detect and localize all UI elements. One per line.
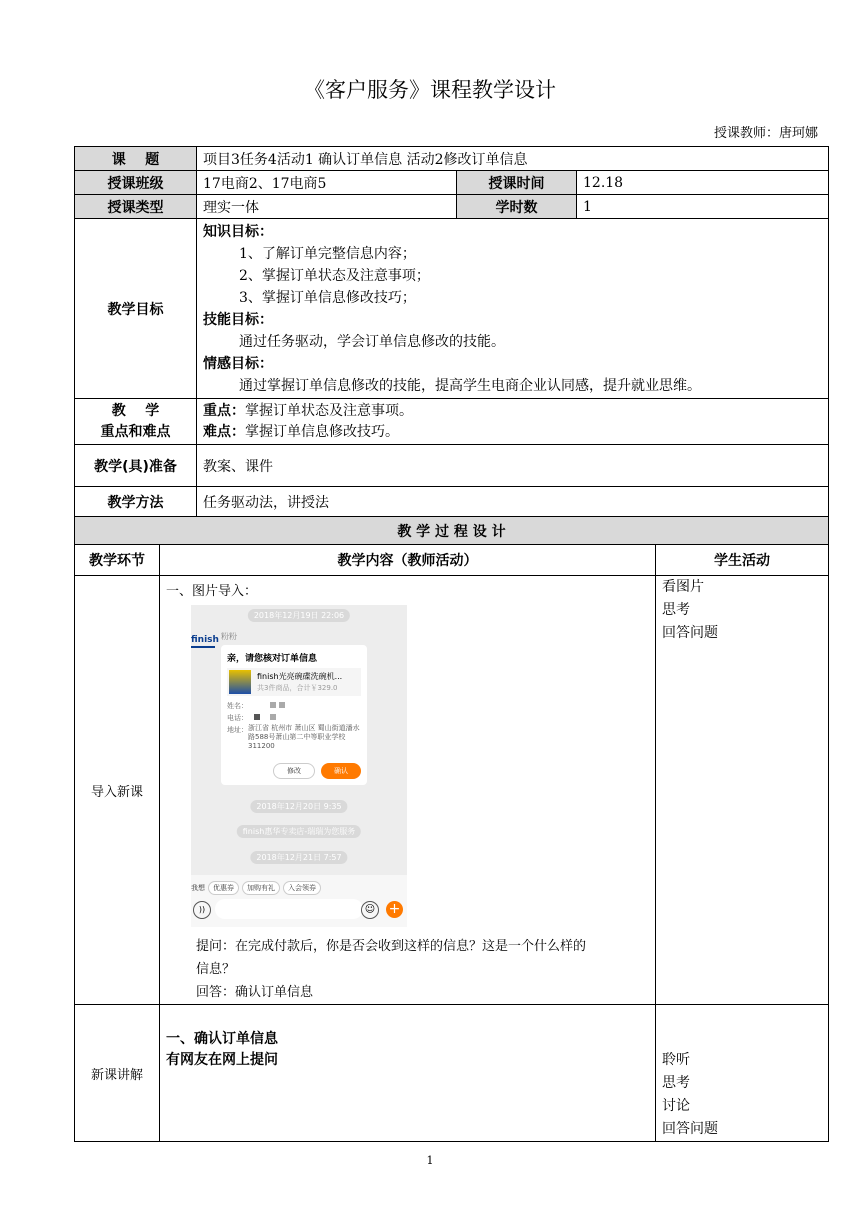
new-lesson-content xyxy=(160,1005,656,1142)
emoji-icon[interactable]: ☺ xyxy=(361,901,379,919)
product-image xyxy=(229,670,251,694)
keypoint-text: 掌握订单状态及注意事项。 xyxy=(245,402,413,419)
student-activity: 讨论 xyxy=(662,1098,690,1114)
goals-content xyxy=(197,219,829,399)
keypoint-title: 重点： xyxy=(203,402,245,419)
address-text: 浙江省 杭州市 萧山区 蜀山街道潘水路588号萧山第二中等职业学校 311200 xyxy=(248,724,360,750)
skill-title: 技能目标： xyxy=(203,311,273,328)
topic-label: 课 题 xyxy=(75,147,197,171)
stage-intro: 导入新课 xyxy=(75,576,160,1005)
time-value: 12.18 xyxy=(577,171,829,195)
chat-input-bar xyxy=(191,875,407,927)
voice-icon[interactable]: )) xyxy=(193,901,211,919)
student-activities-new xyxy=(656,1005,829,1142)
knowledge-title: 知识目标： xyxy=(203,223,273,240)
sender-name: 粉粉 xyxy=(221,632,237,641)
method-label: 教学方法 xyxy=(75,487,197,517)
redacted-block xyxy=(279,702,285,708)
quick-reply-label: 我想 xyxy=(191,884,205,892)
skill-text: 通过任务驱动，学会订单信息修改的技能。 xyxy=(239,333,505,350)
student-activity: 回答问题 xyxy=(662,625,718,641)
shop-logo xyxy=(191,635,219,653)
hours-value: 1 xyxy=(577,195,829,219)
student-activity: 聆听 xyxy=(662,1052,690,1068)
intro-content xyxy=(160,576,656,1005)
type-label: 授课类型 xyxy=(75,195,197,219)
product-row xyxy=(227,668,361,696)
redacted-block xyxy=(270,702,276,708)
redacted-block xyxy=(270,714,276,720)
student-activity: 回答问题 xyxy=(662,1121,718,1137)
knowledge-item: 1、了解订单完整信息内容； xyxy=(239,245,416,262)
redacted-block xyxy=(254,714,260,720)
card-title: 亲，请您核对订单信息 xyxy=(227,654,318,664)
answer-line: 回答：确认订单信息 xyxy=(196,985,314,1000)
name-label: 姓名： xyxy=(227,702,248,710)
order-details xyxy=(221,696,367,751)
chat-screenshot xyxy=(191,605,407,927)
knowledge-item: 3、掌握订单信息修改技巧； xyxy=(239,289,416,306)
lesson-subheading: 有网友在网上提问 xyxy=(166,1052,278,1068)
teacher-name: 授课教师：唐珂娜 xyxy=(713,126,818,141)
student-activity: 看图片 xyxy=(662,579,704,595)
student-activities-intro xyxy=(656,576,829,1005)
keypoint-label-line: 重点和难点 xyxy=(100,423,171,440)
difficulty-title: 难点： xyxy=(203,423,245,440)
prep-label: 教学(具)准备 xyxy=(75,445,197,487)
keypoint-label xyxy=(75,399,197,445)
chat-timestamp: 2018年12月20日 9:35 xyxy=(250,800,347,813)
plus-icon[interactable]: + xyxy=(386,901,403,918)
keypoint-label-line: 教 学 xyxy=(111,402,160,419)
quick-reply-row xyxy=(191,875,407,895)
message-input[interactable] xyxy=(215,899,363,919)
type-value: 理实一体 xyxy=(197,195,457,219)
emotion-text: 通过掌握订单信息修改的技能，提高学生电商企业认同感，提升就业思维。 xyxy=(239,377,701,394)
method-value: 任务驱动法，讲授法 xyxy=(197,487,829,517)
course-info-table xyxy=(74,146,829,517)
gift-chip[interactable]: 加购有礼 xyxy=(242,881,280,895)
order-card xyxy=(221,645,367,785)
class-label: 授课班级 xyxy=(75,171,197,195)
phone-label: 电话： xyxy=(227,714,248,722)
process-section-title: 教 学 过 程 设 计 xyxy=(75,517,829,545)
confirm-button[interactable]: 确认 xyxy=(321,763,361,779)
member-chip[interactable]: 入会领券 xyxy=(283,881,321,895)
chat-timestamp: 2018年12月21日 7:57 xyxy=(250,851,347,864)
student-activity: 思考 xyxy=(662,602,690,618)
hours-label: 学时数 xyxy=(457,195,577,219)
logo-underline xyxy=(191,646,215,648)
question-line: 信息？ xyxy=(196,962,236,977)
address-label: 地址： xyxy=(227,726,248,734)
intro-heading: 一、图片导入： xyxy=(166,584,258,599)
document-title: 《客户服务》课程教学设计 xyxy=(304,78,556,102)
goals-label: 教学目标 xyxy=(75,219,197,399)
student-activity: 思考 xyxy=(662,1075,690,1091)
class-value: 17电商2、17电商5 xyxy=(197,171,457,195)
process-table xyxy=(74,516,829,1142)
system-message: finish惠华专卖店-瑞瑞为您服务 xyxy=(237,825,361,838)
chat-timestamp: 2018年12月19日 22:06 xyxy=(248,609,350,622)
question-line: 提问：在完成付款后，你是否会收到这样的信息？这是一个什么样的 xyxy=(196,939,587,954)
page-number: 1 xyxy=(426,1154,434,1167)
topic-value: 项目3任务4活动1 确认订单信息 活动2修改订单信息 xyxy=(197,147,829,171)
keypoint-content xyxy=(197,399,829,445)
product-summary: 共3件商品，合计￥329.0 xyxy=(257,684,338,692)
stage-new-lesson: 新课讲解 xyxy=(75,1005,160,1142)
col-student: 学生活动 xyxy=(656,545,829,576)
product-name: finish光亮碗碟洗碗机... xyxy=(257,672,343,681)
knowledge-item: 2、掌握订单状态及注意事项； xyxy=(239,267,430,284)
shop-logo-text: finish xyxy=(191,635,219,645)
emotion-title: 情感目标： xyxy=(203,355,273,372)
lesson-heading: 一、确认订单信息 xyxy=(166,1031,278,1047)
col-content: 教学内容（教师活动） xyxy=(160,545,656,576)
col-stage: 教学环节 xyxy=(75,545,160,576)
intro-qa xyxy=(196,935,649,1004)
difficulty-text: 掌握订单信息修改技巧。 xyxy=(245,423,399,440)
coupon-chip[interactable]: 优惠券 xyxy=(208,881,239,895)
time-label: 授课时间 xyxy=(457,171,577,195)
modify-button[interactable]: 修改 xyxy=(273,763,315,779)
prep-value: 教案、课件 xyxy=(197,445,829,487)
